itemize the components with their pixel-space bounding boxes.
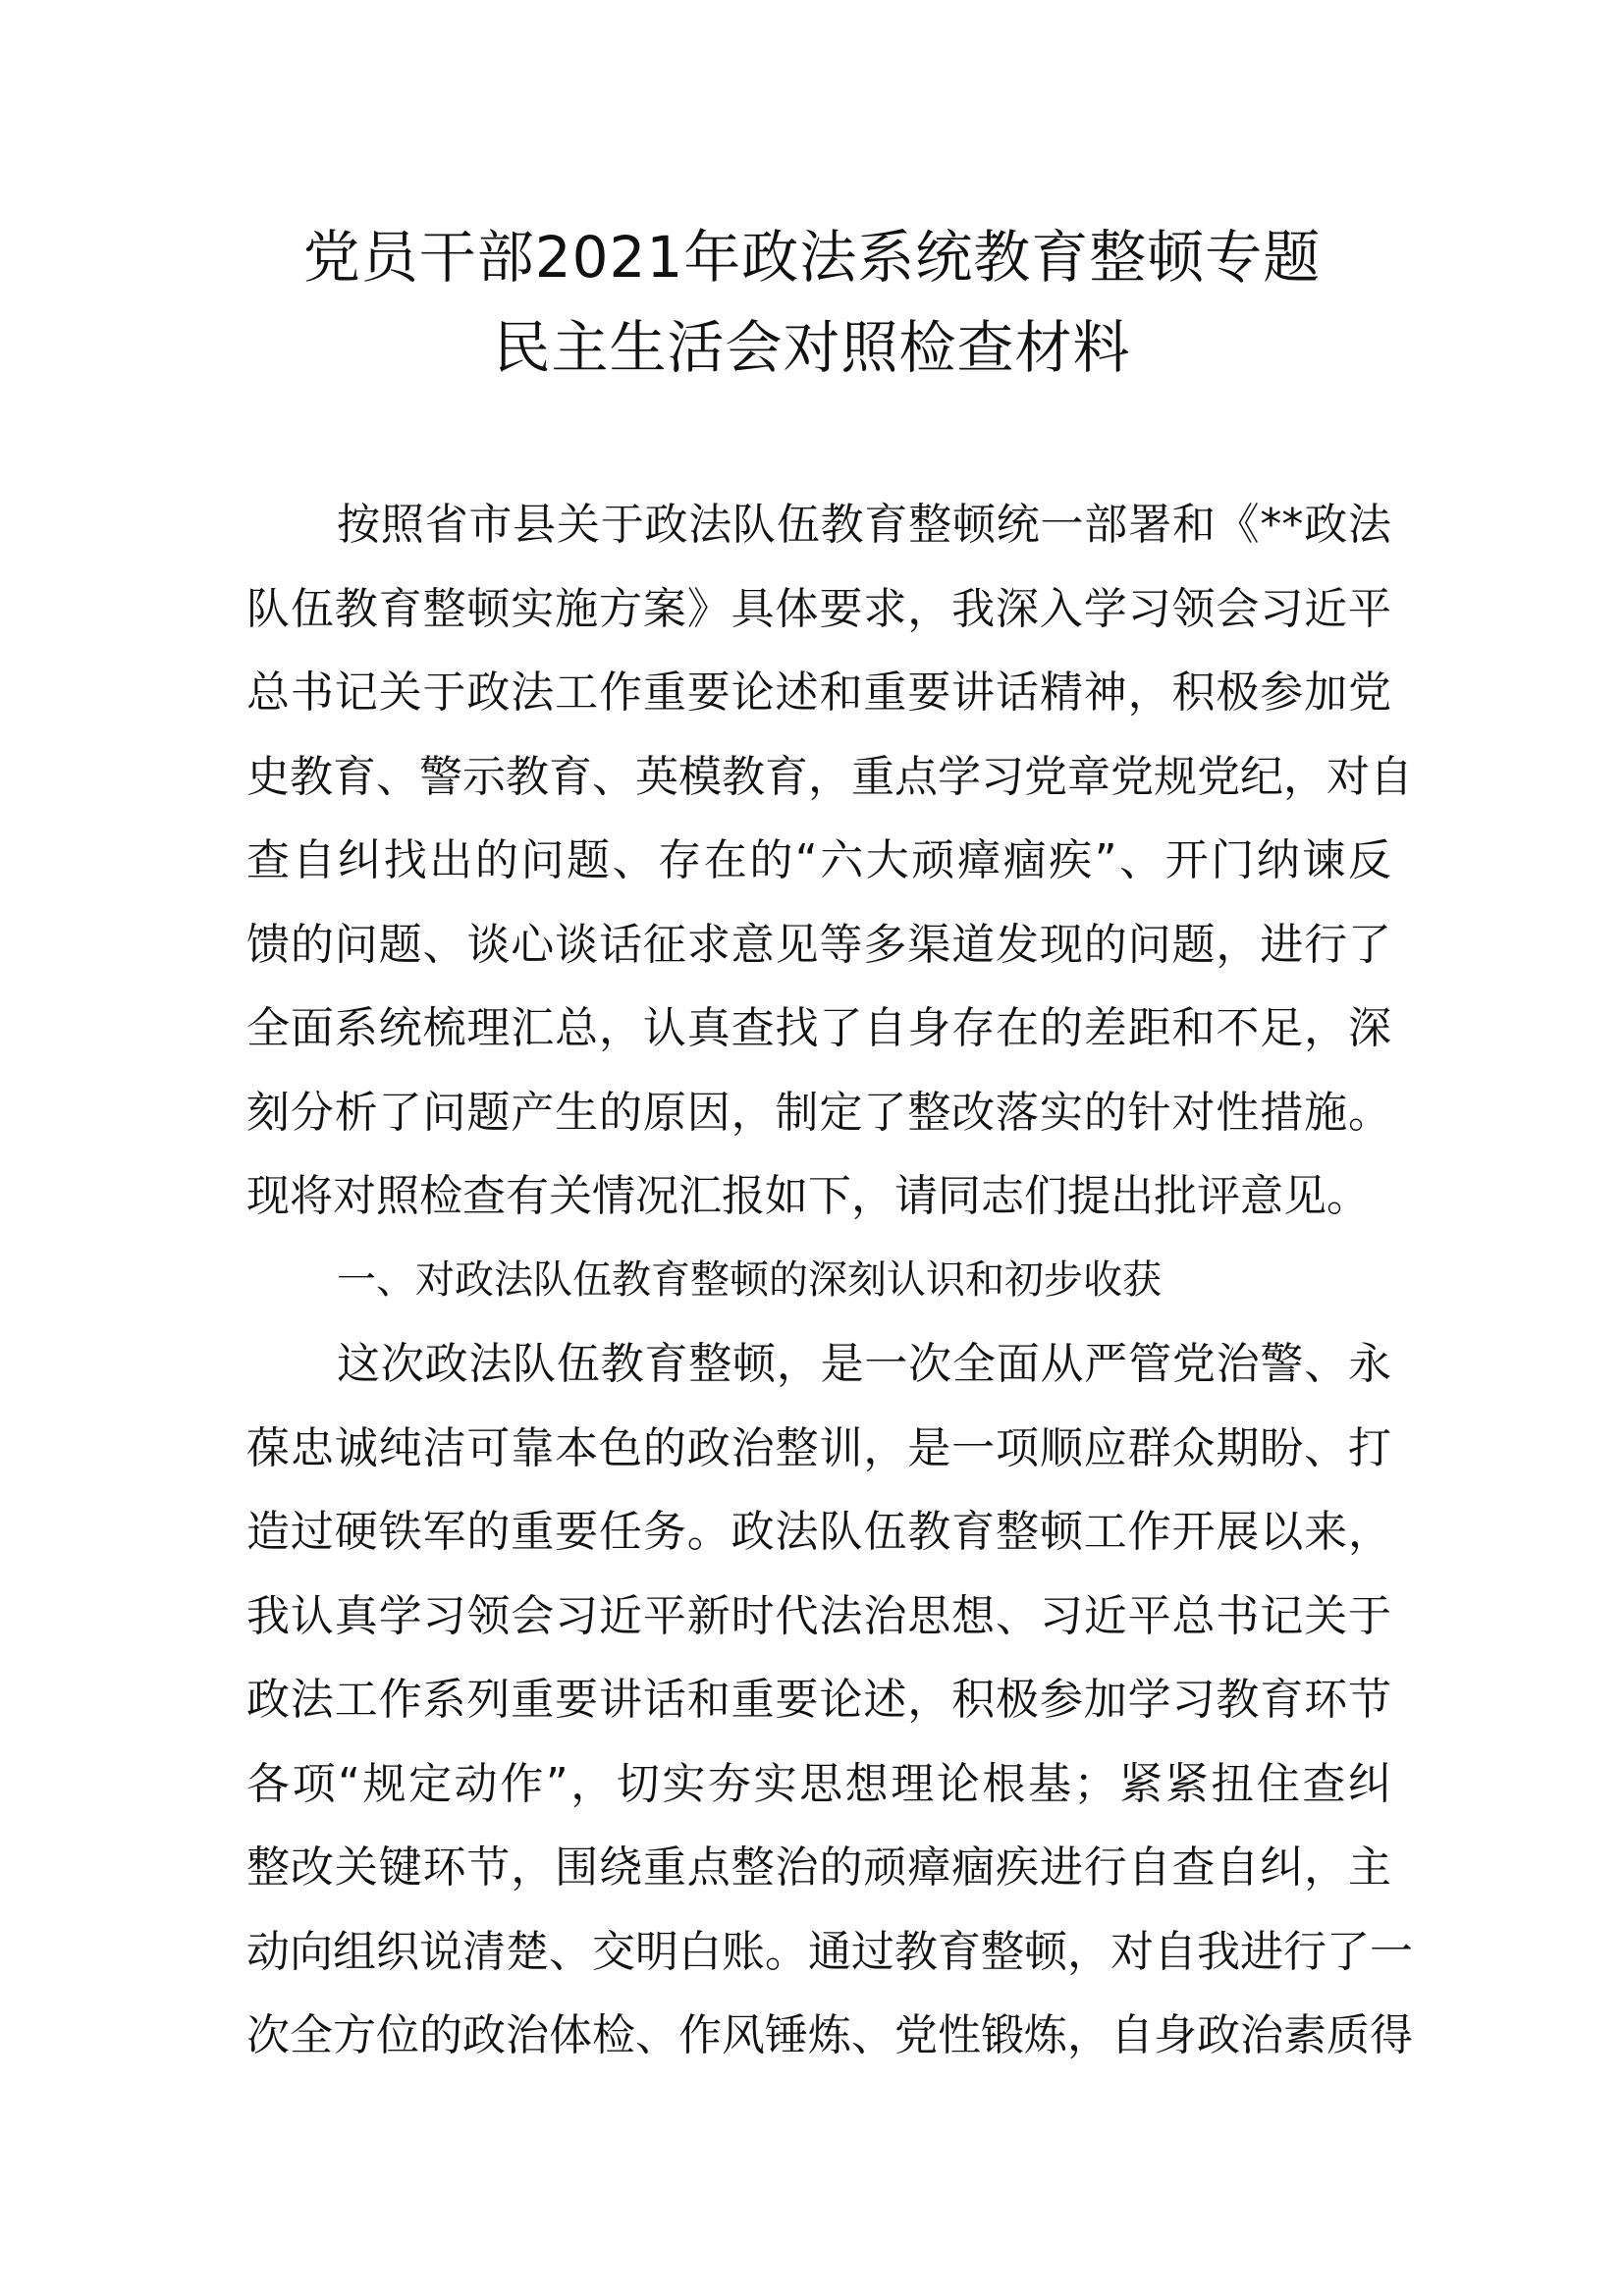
text-line: 造过硬铁军的重要任务。政法队伍教育整顿工作开展以来，	[246, 1507, 1391, 1557]
paragraph-section-1	[246, 1322, 1413, 2078]
text-line: 队伍教育整顿实施方案》具体要求，我深入学习领会习近平	[246, 583, 1391, 634]
text-line: 葆忠诚纯洁可靠本色的政治整训，是一项顺应群众期盼、打	[246, 1422, 1391, 1473]
text-line: 次全方位的政治体检、作风锤炼、党性锻炼，自身政治素质得	[246, 2010, 1413, 2060]
text-line: 整改关键环节，围绕重点整治的顽瘴痼疾进行自查自纠，主	[246, 1842, 1391, 1893]
text-line: 馈的问题、谈心谈话征求意见等多渠道发现的问题，进行了	[246, 919, 1391, 970]
section-heading-1: 一、对政法队伍教育整顿的深刻认识和初步收获	[337, 1256, 1162, 1303]
text-line: 政法工作系列重要讲话和重要论述，积极参加学习教育环节	[246, 1675, 1391, 1725]
text-line: 全面系统梳理汇总，认真查找了自身存在的差距和不足，深	[246, 1003, 1391, 1053]
text-line: 各项“规定动作”，切实夯实思想理论根基；紧紧扭住查纠	[246, 1758, 1391, 1809]
text-line: 我认真学习领会习近平新时代法治思想、习近平总书记关于	[246, 1590, 1391, 1641]
text-line: 动向组织说清楚、交明白账。通过教育整顿，对自我进行了一	[246, 1926, 1413, 1977]
text-line: 总书记关于政法工作重要论述和重要讲话精神，积极参加党	[246, 667, 1391, 718]
text-line: 刻分析了问题产生的原因，制定了整改落实的针对性措施。	[246, 1087, 1391, 1138]
paragraph-intro	[246, 483, 1413, 1239]
document-title-line-1: 党员干部2021年政法系统教育整顿专题	[302, 224, 1322, 291]
document-body	[246, 483, 1413, 2078]
text-line: 这次政法队伍教育整顿，是一次全面从严管党治警、永	[337, 1339, 1391, 1389]
text-line: 现将对照检查有关情况汇报如下，请同志们提出批评意见。	[246, 1171, 1370, 1221]
text-line: 史教育、警示教育、英模教育，重点学习党章党规党纪，对自	[246, 751, 1413, 802]
document-title-line-2: 民主生活会对照检查材料	[493, 314, 1131, 381]
text-line: 查自纠找出的问题、存在的“六大顽瘴痼疾”、开门纳谏反	[246, 835, 1391, 885]
text-line: 按照省市县关于政法队伍教育整顿统一部署和《**政法	[337, 500, 1391, 550]
